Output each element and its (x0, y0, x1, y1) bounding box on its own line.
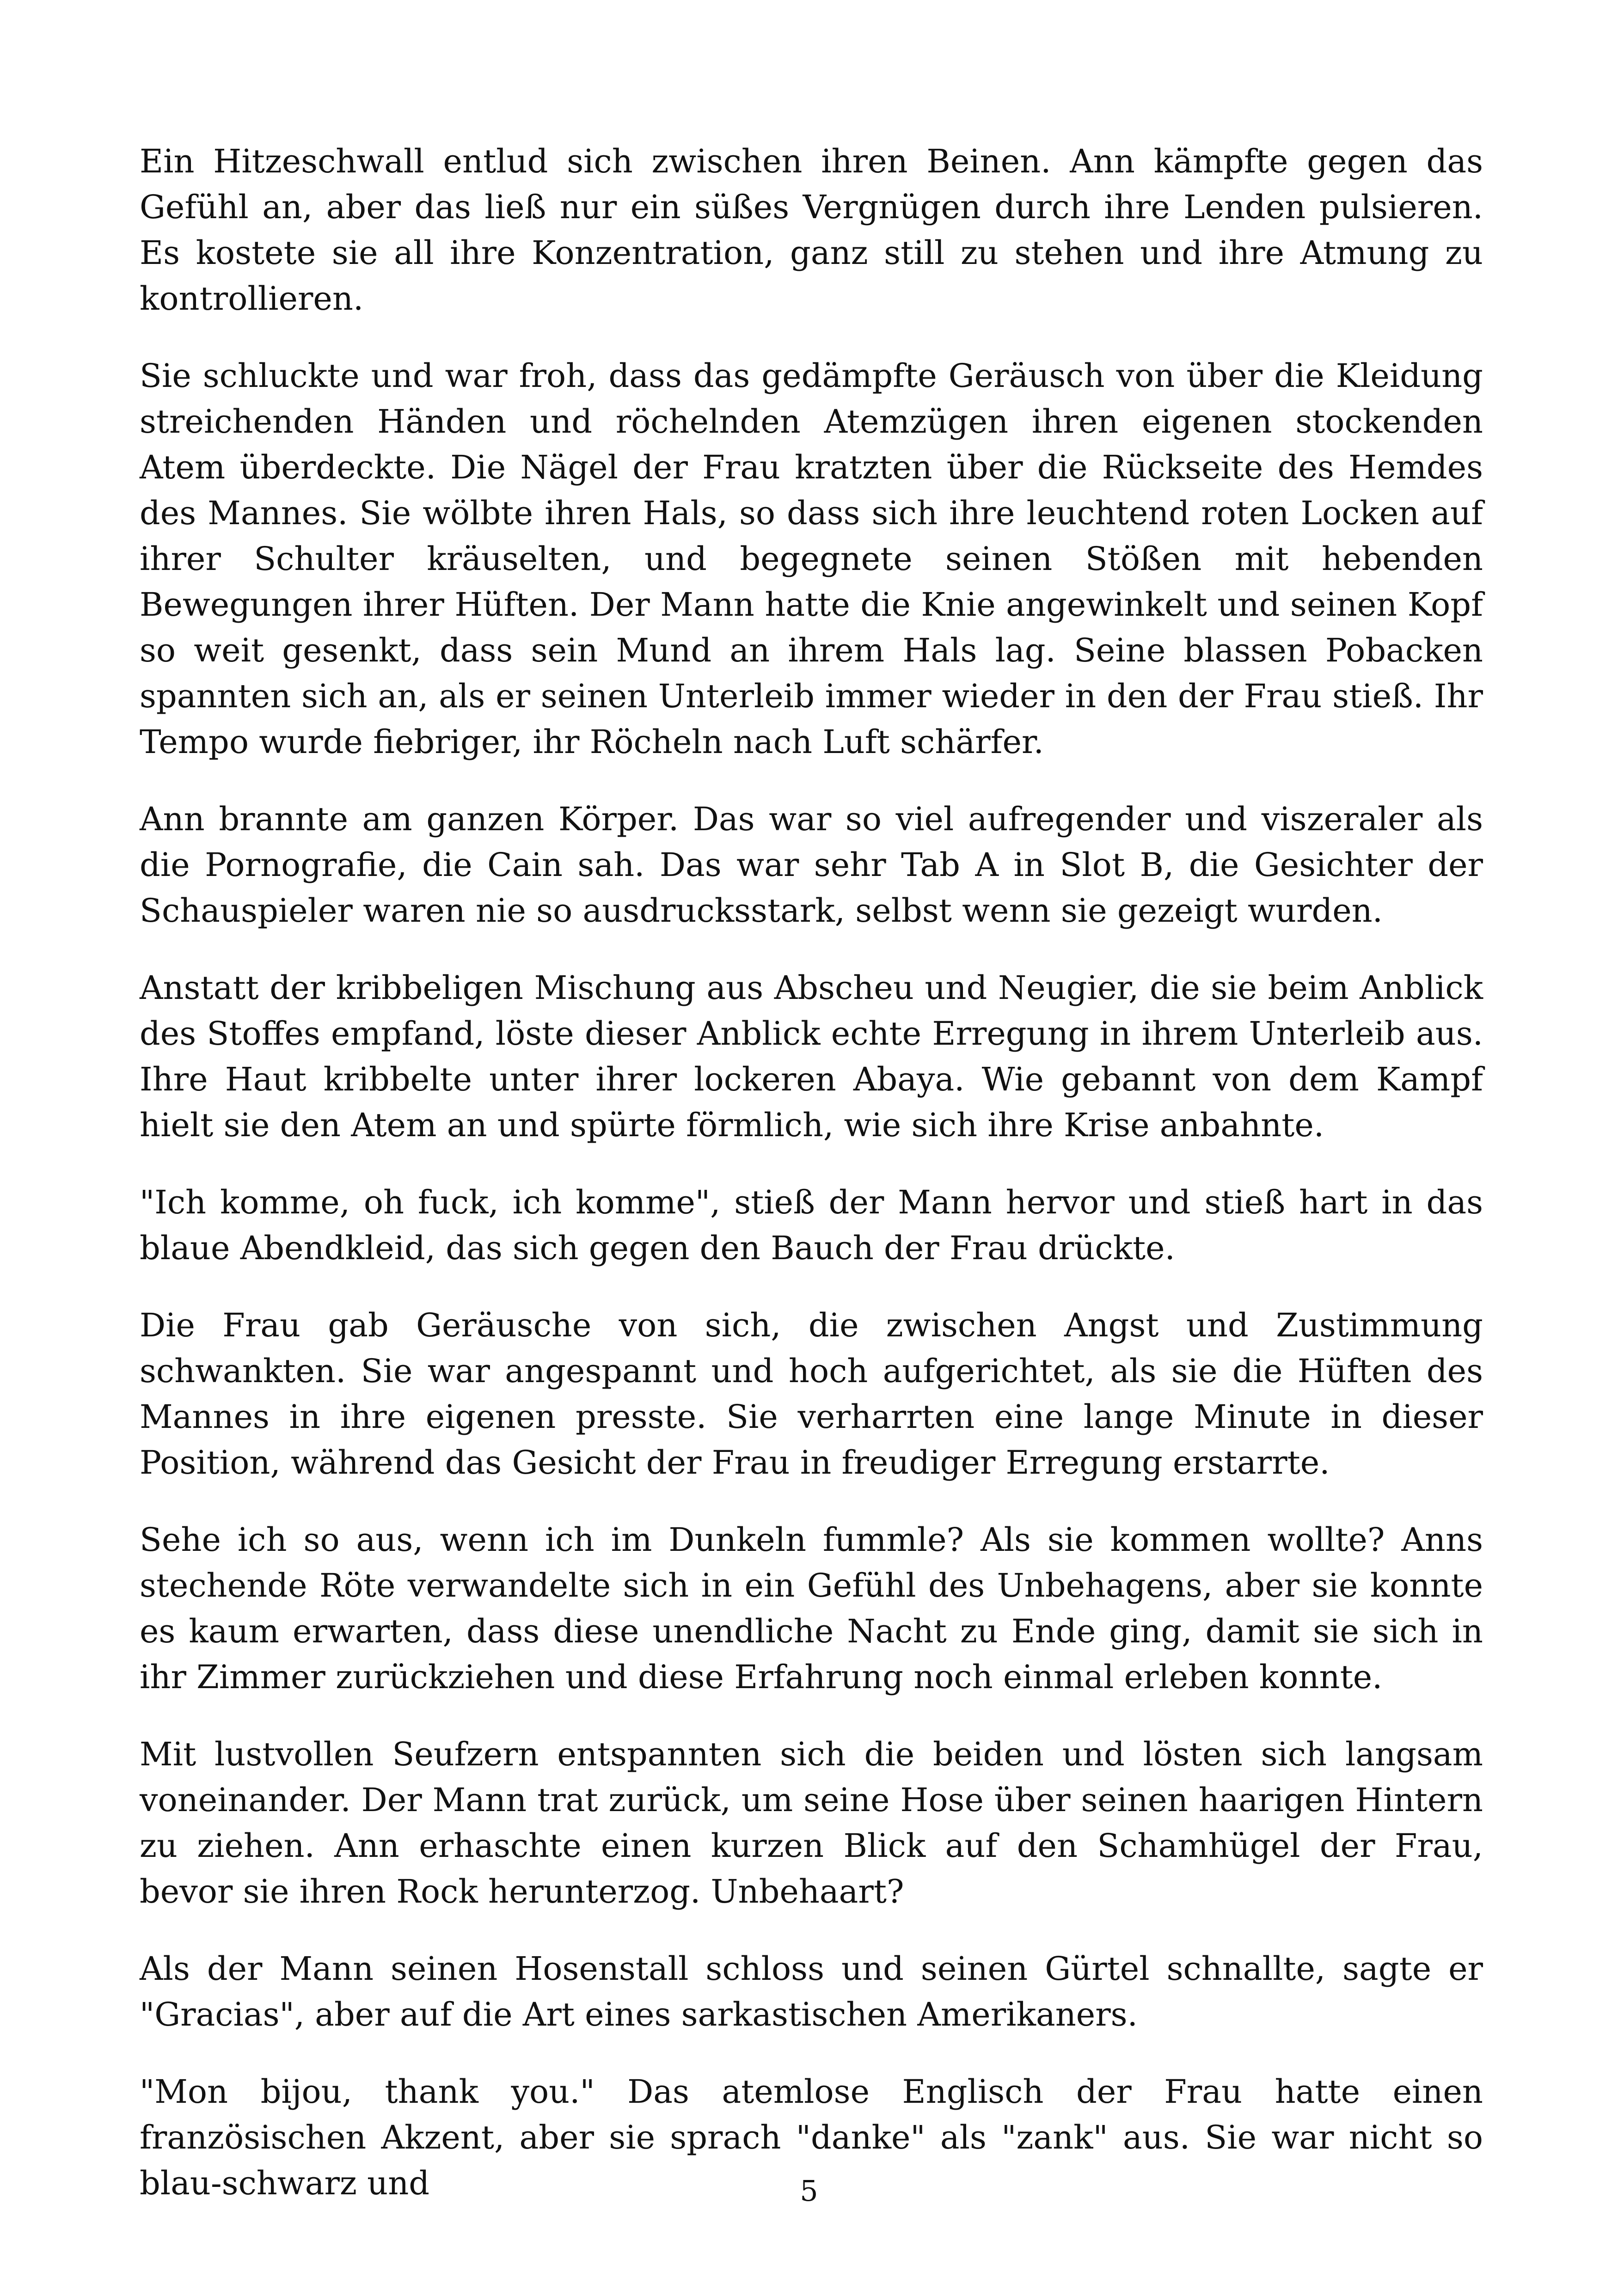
paragraph: Ann brannte am ganzen Körper. Das war so viel aufregender und viszeraler als die Pornografie, die Cain sah. Das war sehr Tab A in Slot B, die Gesichter der Schauspieler waren nie so ausdrucksstark, selbst wenn sie gezeigt wurden. (140, 800, 1483, 930)
page-number: 5 (800, 2174, 818, 2208)
paragraph: "Ich komme, oh fuck, ich komme", stieß der Mann hervor und stieß hart in das blaue Abendkleid, das sich gegen den Bauch der Frau drückte. (140, 1183, 1483, 1267)
paragraph: Mit lustvollen Seufzern entspannten sich die beiden und lösten sich langsam voneinander. Der Mann trat zurück, um seine Hose über seinen haarigen Hintern zu ziehen. Ann erhaschte einen kurzen Blick auf den Schamhügel der Frau, bevor sie ihren Rock herunterzog. Unbehaart? (140, 1735, 1483, 1910)
paragraph: "Mon bijou, thank you." Das atemlose Englisch der Frau hatte einen französischen Akzent, aber sie sprach "danke" als "zank" aus. Sie war nicht so blau-schwarz und (140, 2073, 1483, 2202)
body-text (140, 139, 1483, 2206)
paragraph: Als der Mann seinen Hosenstall schloss und seinen Gürtel schnallte, sagte er "Gracias", aber auf die Art eines sarkastischen Amerikaners. (140, 1950, 1483, 2033)
paragraph: Ein Hitzeschwall entlud sich zwischen ihren Beinen. Ann kämpfte gegen das Gefühl an, aber das ließ nur ein süßes Vergnügen durch ihre Lenden pulsieren. Es kostete sie all ihre Konzentration, ganz still zu stehen und ihre Atmung zu kontrollieren. (140, 142, 1483, 318)
paragraph: Sie schluckte und war froh, dass das gedämpfte Geräusch von über die Kleidung streichenden Händen und röchelnden Atemzügen ihren eigenen stockenden Atem überdeckte. Die Nägel der Frau kratzten über die Rückseite des Hemdes des Mannes. Sie wölbte ihren Hals, so dass sich ihre leuchtend roten Locken auf ihrer Schulter kräuselten, und begegnete seinen Stößen mit hebenden Bewegungen ihrer Hüften. Der Mann hatte die Knie angewinkelt und seinen Kopf so weit gesenkt, dass sein Mund an ihrem Hals lag. Seine blassen Pobacken spannten sich an, als er seinen Unterleib immer wieder in den der Frau stieß. Ihr Tempo wurde fiebriger, ihr Röcheln nach Luft schärfer. (140, 357, 1483, 761)
paragraph: Sehe ich so aus, wenn ich im Dunkeln fummle? Als sie kommen wollte? Anns stechende Röte verwandelte sich in ein Gefühl des Unbehagens, aber sie konnte es kaum erwarten, dass diese unendliche Nacht zu Ende ging, damit sie sich in ihr Zimmer zurückziehen und diese Erfahrung noch einmal erleben konnte. (140, 1521, 1483, 1696)
paragraph: Anstatt der kribbeligen Mischung aus Abscheu und Neugier, die sie beim Anblick des Stoffes empfand, löste dieser Anblick echte Erregung in ihrem Unterleib aus. Ihre Haut kribbelte unter ihrer lockeren Abaya. Wie gebannt von dem Kampf hielt sie den Atem an und spürte förmlich, wie sich ihre Krise anbahnte. (140, 969, 1483, 1144)
paragraph: Die Frau gab Geräusche von sich, die zwischen Angst und Zustimmung schwankten. Sie war angespannt und hoch aufgerichtet, als sie die Hüften des Mannes in ihre eigenen presste. Sie verharrten eine lange Minute in dieser Position, während das Gesicht der Frau in freudiger Erregung erstarrte. (140, 1306, 1483, 1482)
